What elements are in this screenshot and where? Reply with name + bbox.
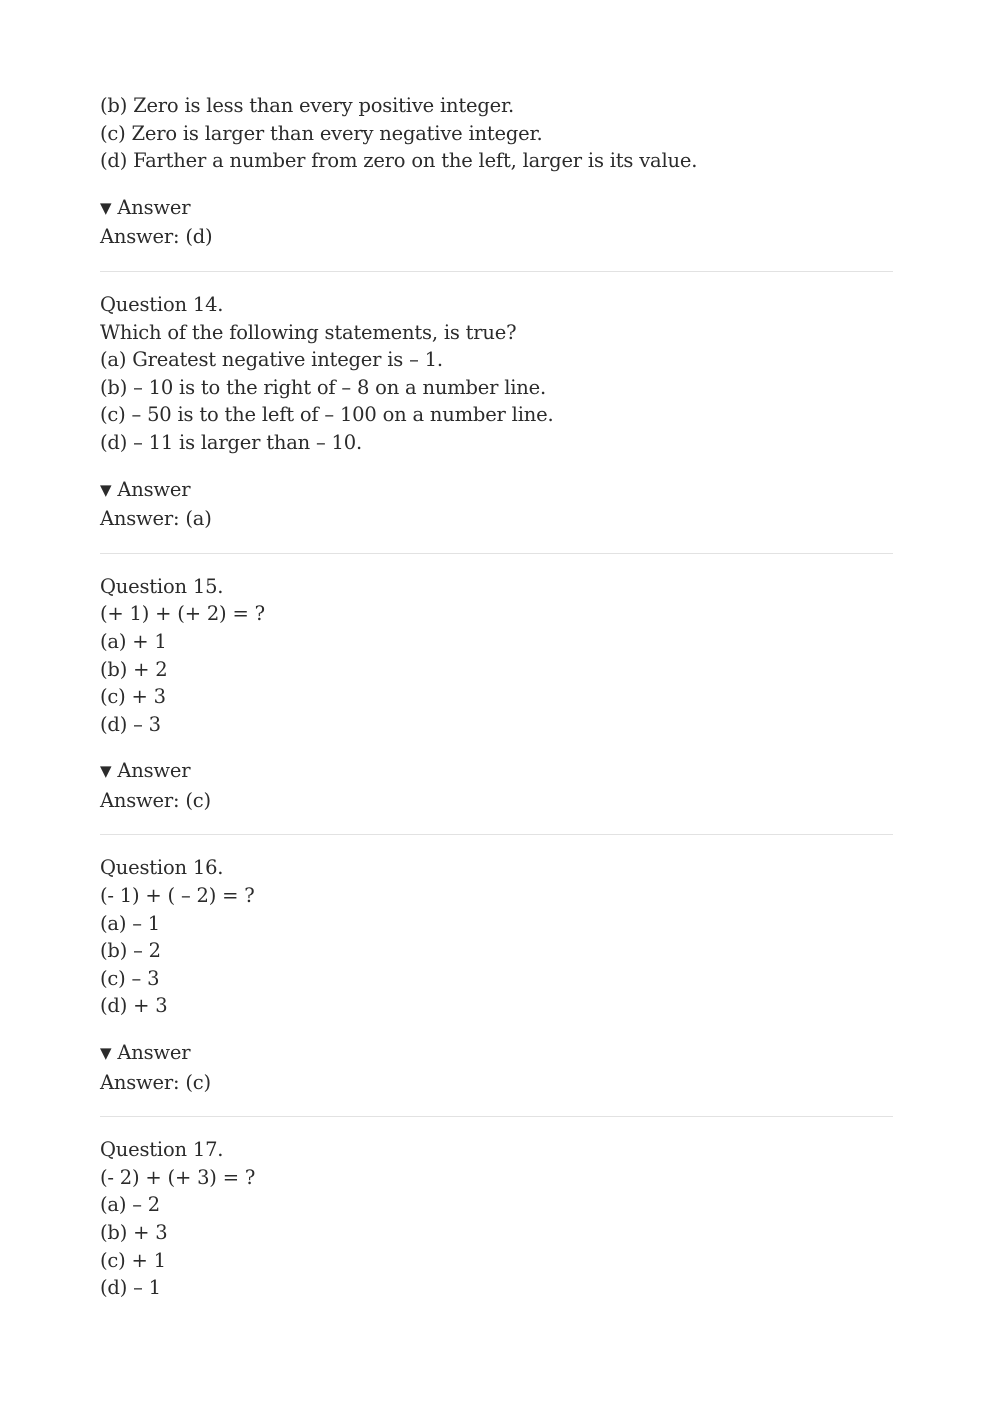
answer-toggle-label: Answer [117,195,191,219]
question-prompt: (+ 1) + (+ 2) = ? [100,602,265,626]
answer-text: Answer: (c) [100,788,211,812]
triangle-down-icon: ▼ [100,762,112,781]
triangle-down-icon: ▼ [100,480,112,499]
option-d: (d) – 3 [100,712,161,736]
question-prompt: (- 2) + (+ 3) = ? [100,1165,256,1189]
triangle-down-icon: ▼ [100,198,112,217]
answer-toggle[interactable] [100,1039,893,1069]
divider [100,271,893,272]
answer-toggle-label: Answer [117,759,191,783]
option-c: (c) + 1 [100,1248,166,1272]
option-a: (a) Greatest negative integer is – 1. [100,348,443,372]
question-15 [100,573,893,815]
question-title: Question 16. [100,856,224,880]
option-d: (d) + 3 [100,994,168,1018]
divider [100,1116,893,1117]
option-b: (b) Zero is less than every positive integer. [100,94,514,117]
answer-toggle-label: Answer [117,1041,191,1065]
option-a: (a) + 1 [100,629,167,653]
option-d: (d) – 11 is larger than – 10. [100,430,362,454]
option-b: (b) – 10 is to the right of – 8 on a number line. [100,375,546,399]
answer-text: Answer: (d) [100,225,213,249]
answer-toggle[interactable] [100,476,893,506]
question-13-continuation [100,92,893,251]
question-title: Question 17. [100,1138,224,1162]
divider [100,553,893,554]
question-title: Question 15. [100,574,224,598]
option-d: (d) – 1 [100,1276,161,1300]
answer-toggle[interactable] [100,757,893,787]
question-prompt: Which of the following statements, is true? [100,320,517,344]
option-b: (b) + 3 [100,1221,168,1244]
triangle-down-icon: ▼ [100,1044,112,1063]
document-page [100,92,893,1302]
answer-toggle[interactable] [100,194,893,224]
answer-toggle-label: Answer [117,477,191,501]
option-a: (a) – 2 [100,1193,160,1217]
answer-text: Answer: (c) [100,1070,211,1094]
option-c: (c) – 3 [100,966,160,990]
answer-block [100,757,893,814]
question-17 [100,1136,893,1302]
option-c: (c) + 3 [100,685,166,709]
option-b: (b) – 2 [100,939,161,963]
question-16 [100,854,893,1096]
option-a: (a) – 1 [100,911,160,935]
answer-block [100,194,893,251]
question-prompt: (- 1) + ( – 2) = ? [100,884,255,908]
option-c: (c) – 50 is to the left of – 100 on a number line. [100,403,554,427]
option-b: (b) + 2 [100,657,168,681]
divider [100,834,893,835]
answer-block [100,476,893,533]
question-title: Question 14. [100,292,224,316]
question-14 [100,291,893,533]
answer-text: Answer: (a) [100,507,212,531]
answer-block [100,1039,893,1096]
option-c: (c) Zero is larger than every negative integer. [100,121,543,145]
option-d: (d) Farther a number from zero on the left, larger is its value. [100,149,698,173]
